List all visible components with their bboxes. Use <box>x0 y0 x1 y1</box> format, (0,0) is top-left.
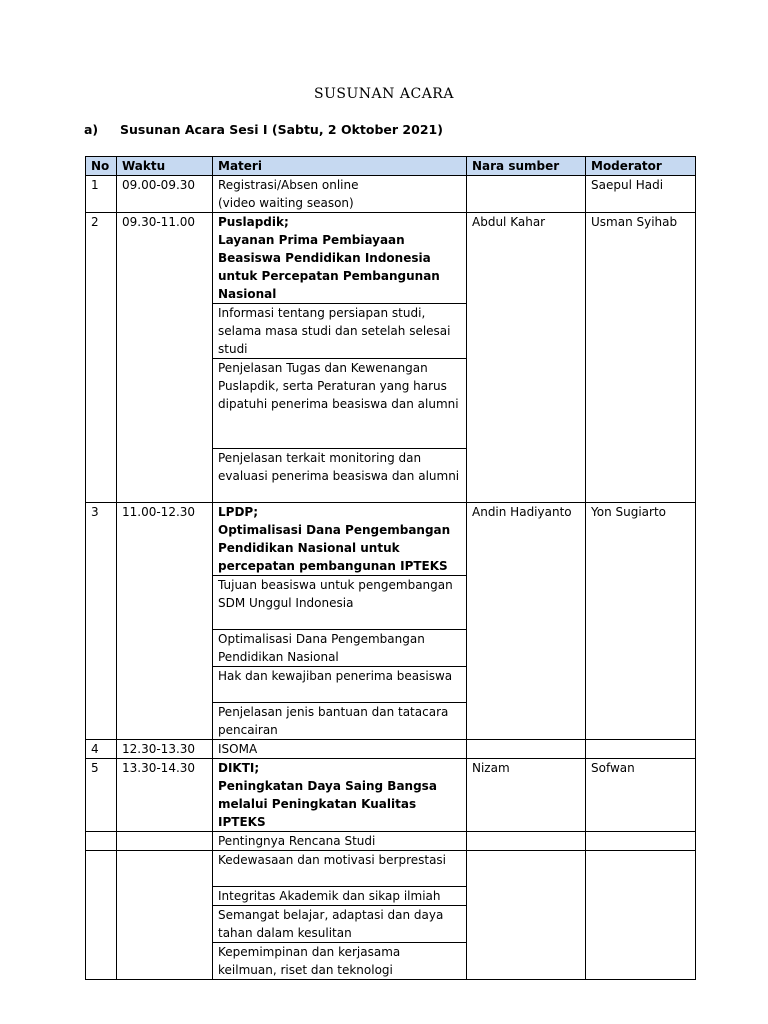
cell-materi-topic: Puslapdik; Layanan Prima Pembiayaan Beasiswa Pendidikan Indonesia untuk Percepatan Pembangunan Nasional <box>213 213 467 304</box>
header-materi: Materi <box>213 157 467 176</box>
cell-moderator <box>586 832 696 851</box>
cell-materi: Pentingnya Rencana Studi <box>213 832 467 851</box>
cell-moderator: Usman Syihab <box>586 213 696 503</box>
table-row <box>86 503 696 576</box>
cell-materi: Tujuan beasiswa untuk pengembangan SDM Unggul Indonesia <box>213 576 467 630</box>
cell-materi-topic: LPDP; Optimalisasi Dana Pengembangan Pendidikan Nasional untuk percepatan pembangunan IPTEKS <box>213 503 467 576</box>
table-row <box>86 851 696 887</box>
cell-waktu: 11.00-12.30 <box>117 503 213 740</box>
cell-moderator: Saepul Hadi <box>586 176 696 213</box>
table-row <box>86 740 696 759</box>
cell-waktu: 09.30-11.00 <box>117 213 213 503</box>
cell-materi: Hak dan kewajiban penerima beasiswa <box>213 667 467 703</box>
cell-no: 2 <box>86 213 117 503</box>
cell-waktu: 13.30-14.30 <box>117 759 213 832</box>
cell-materi: Kepemimpinan dan kerjasama keilmuan, riset dan teknologi <box>213 943 467 980</box>
cell-nara-sumber <box>467 740 586 759</box>
table-header-row <box>86 157 696 176</box>
cell-waktu: 09.00-09.30 <box>117 176 213 213</box>
cell-materi: Penjelasan Tugas dan Kewenangan Puslapdik, serta Peraturan yang harus dipatuhi penerima beasiswa dan alumni <box>213 359 467 449</box>
table-row <box>86 759 696 832</box>
cell-moderator: Yon Sugiarto <box>586 503 696 740</box>
cell-no <box>86 832 117 851</box>
document-title: SUSUNAN ACARA <box>314 86 454 102</box>
cell-moderator <box>586 740 696 759</box>
cell-waktu <box>117 851 213 980</box>
cell-materi: Integritas Akademik dan sikap ilmiah <box>213 887 467 906</box>
cell-materi: ISOMA <box>213 740 467 759</box>
cell-no: 5 <box>86 759 117 832</box>
header-no: No <box>86 157 117 176</box>
section-heading <box>84 122 443 137</box>
cell-nara-sumber <box>467 176 586 213</box>
table-row <box>86 213 696 304</box>
cell-materi: Semangat belajar, adaptasi dan daya tahan dalam kesulitan <box>213 906 467 943</box>
cell-materi: Penjelasan terkait monitoring dan evaluasi penerima beasiswa dan alumni <box>213 449 467 503</box>
header-nara-sumber: Nara sumber <box>467 157 586 176</box>
cell-materi: Optimalisasi Dana Pengembangan Pendidikan Nasional <box>213 630 467 667</box>
cell-materi: Informasi tentang persiapan studi, selama masa studi dan setelah selesai studi <box>213 304 467 359</box>
table-row <box>86 832 696 851</box>
cell-nara-sumber <box>467 851 586 980</box>
cell-no <box>86 851 117 980</box>
header-waktu: Waktu <box>117 157 213 176</box>
cell-materi: Registrasi/Absen online (video waiting season) <box>213 176 467 213</box>
cell-moderator <box>586 851 696 980</box>
header-moderator: Moderator <box>586 157 696 176</box>
table-row <box>86 176 696 213</box>
cell-nara-sumber: Abdul Kahar <box>467 213 586 503</box>
section-text: Susunan Acara Sesi I (Sabtu, 2 Oktober 2021) <box>120 122 443 137</box>
cell-waktu <box>117 832 213 851</box>
cell-materi: Penjelasan jenis bantuan dan tatacara pencairan <box>213 703 467 740</box>
cell-no: 3 <box>86 503 117 740</box>
cell-nara-sumber <box>467 832 586 851</box>
schedule-table <box>85 156 696 980</box>
cell-materi-topic: DIKTI; Peningkatan Daya Saing Bangsa melalui Peningkatan Kualitas IPTEKS <box>213 759 467 832</box>
cell-materi: Kedewasaan dan motivasi berprestasi <box>213 851 467 887</box>
cell-waktu: 12.30-13.30 <box>117 740 213 759</box>
cell-nara-sumber: Andin Hadiyanto <box>467 503 586 740</box>
cell-no: 4 <box>86 740 117 759</box>
cell-moderator: Sofwan <box>586 759 696 832</box>
cell-no: 1 <box>86 176 117 213</box>
cell-nara-sumber: Nizam <box>467 759 586 832</box>
section-label: a) <box>84 122 99 137</box>
